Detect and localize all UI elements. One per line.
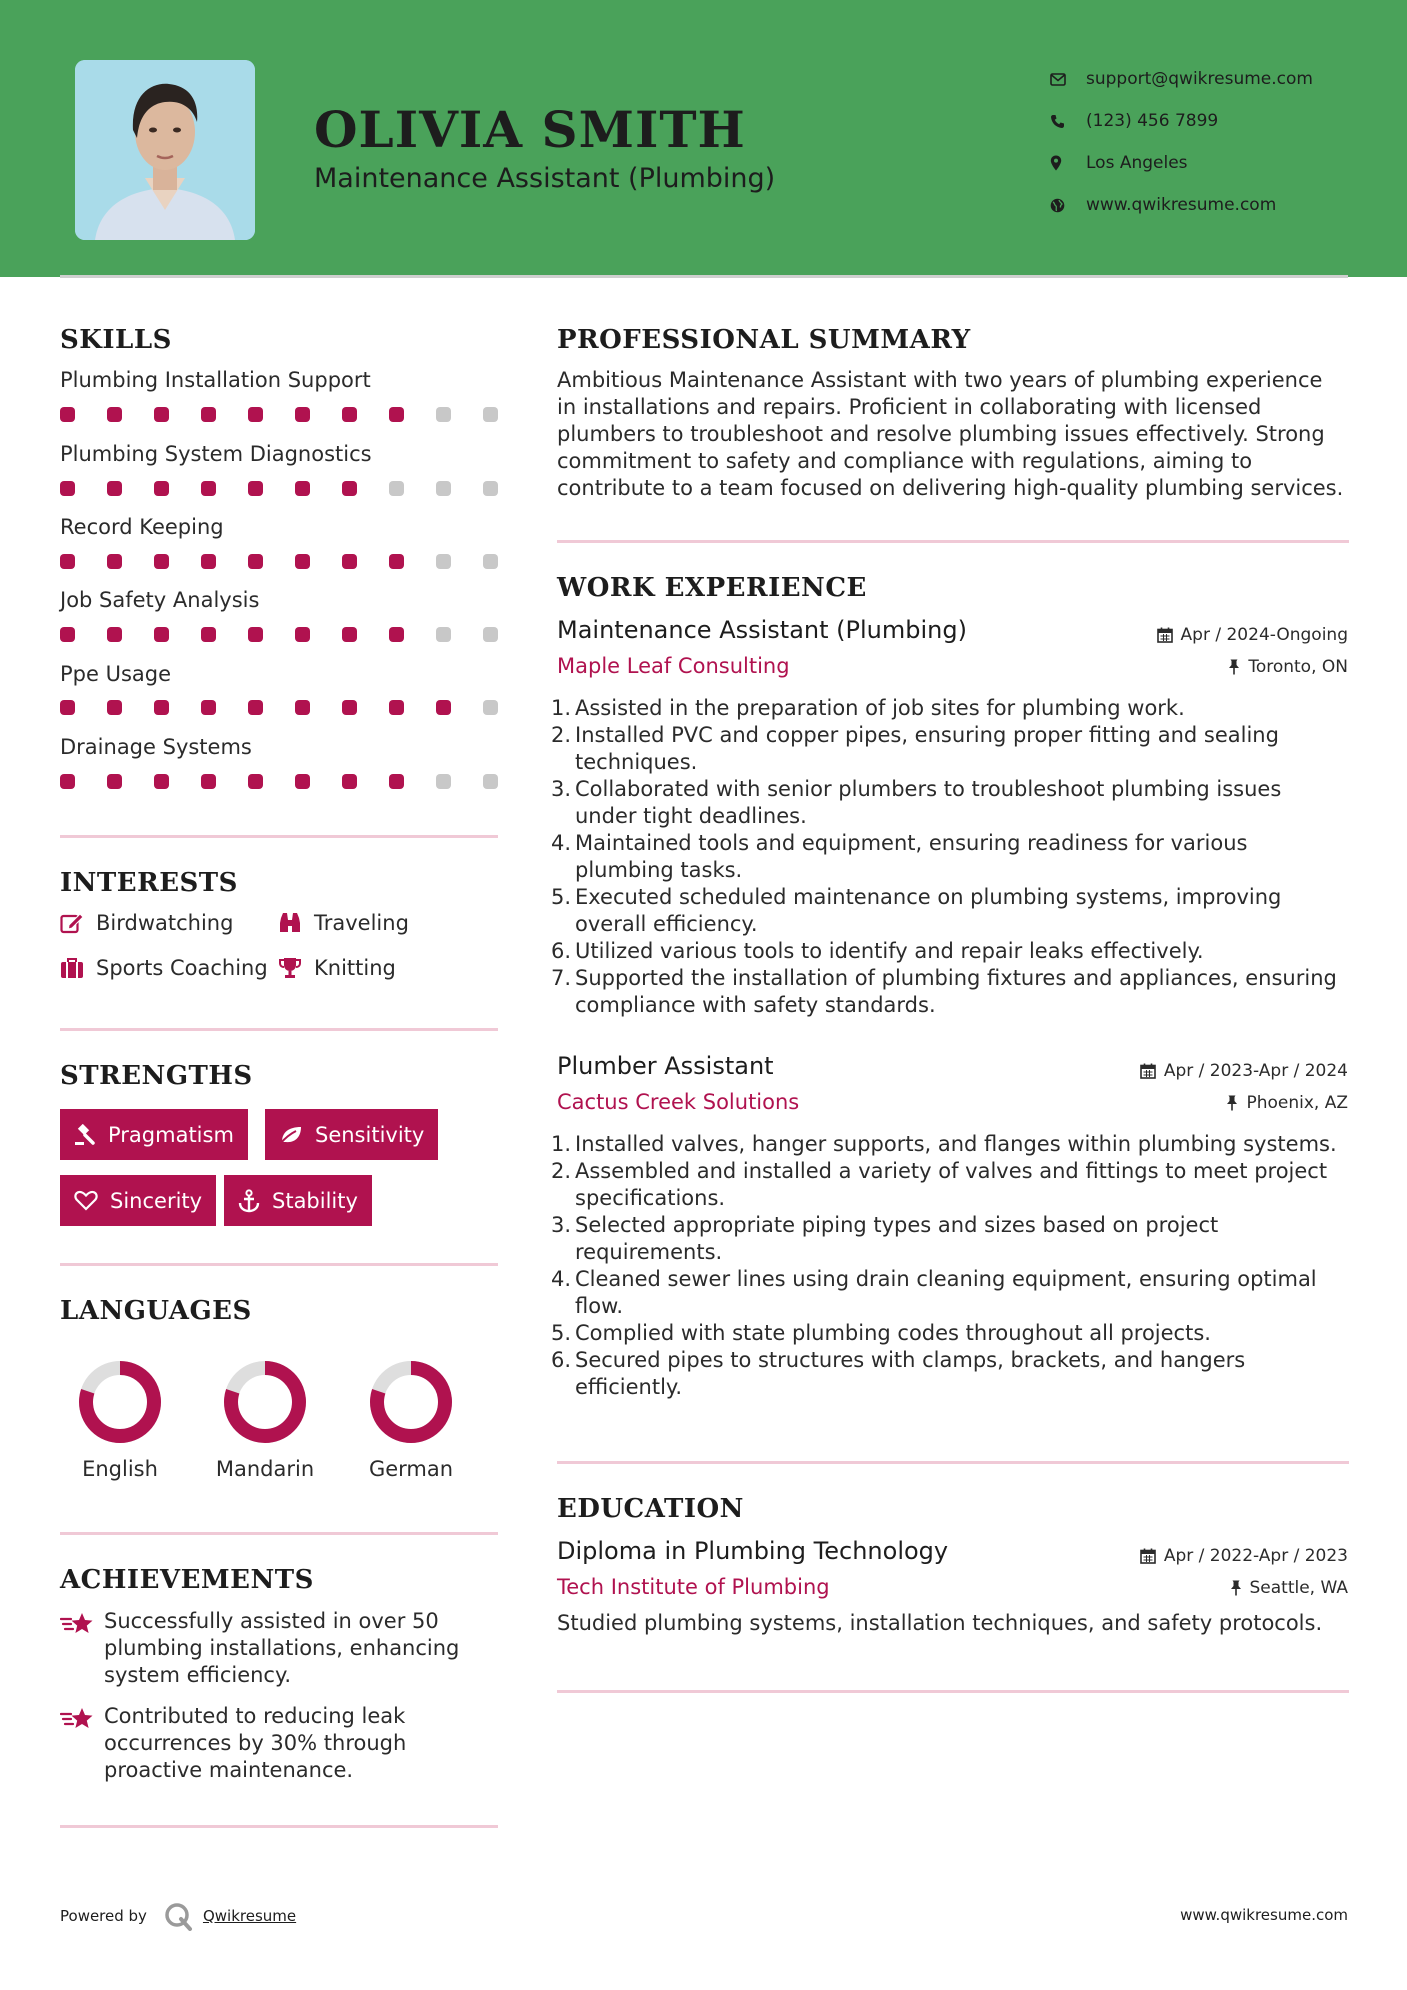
job-location-text: Toronto, ON	[1248, 657, 1348, 677]
skill-dot-empty	[483, 481, 498, 496]
shooting-star-icon	[60, 1608, 104, 1689]
candidate-title: Maintenance Assistant (Plumbing)	[314, 163, 776, 194]
bullet-line: Secured pipes to structures with clamps, brackets, and hangers	[575, 1348, 1246, 1372]
section-divider	[60, 835, 498, 838]
languages-heading: LANGUAGES	[60, 1296, 252, 1326]
skill-dot-filled	[154, 407, 169, 422]
skill-dot-filled	[154, 774, 169, 789]
achievement-line: proactive maintenance.	[104, 1758, 354, 1782]
skill-dot-filled	[295, 700, 310, 715]
bullet-line: Executed scheduled maintenance on plumbing systems, improving	[575, 885, 1282, 909]
bullet-line: compliance with safety standards.	[575, 993, 936, 1017]
skill-dot-filled	[342, 700, 357, 715]
bullet-line: flow.	[575, 1294, 623, 1318]
experience-heading: WORK EXPERIENCE	[557, 573, 867, 603]
skill-rating	[60, 481, 498, 496]
skill-dot-filled	[295, 627, 310, 642]
skill-dot-filled	[342, 554, 357, 569]
skill-dot-filled	[107, 627, 122, 642]
skill-dot-filled	[60, 700, 75, 715]
contact-location	[1050, 142, 1313, 184]
qwikresume-link[interactable]: Qwikresume	[202, 1907, 297, 1925]
strength-label: Stability	[272, 1188, 358, 1213]
language-donut	[75, 1357, 165, 1447]
qwikresume-logo-icon	[163, 1901, 193, 1931]
bullet-item: 3. Collaborated with senior plumbers to troubleshoot plumbing issues under tight deadlines.	[551, 777, 1282, 828]
bullet-line: under tight deadlines.	[575, 804, 807, 828]
summary-heading: PROFESSIONAL SUMMARY	[557, 325, 971, 355]
achievement-line: Successfully assisted in over 50	[104, 1609, 439, 1633]
strength-tag	[60, 1109, 248, 1160]
skill-dot-filled	[60, 554, 75, 569]
language-donut	[220, 1357, 310, 1447]
contact-location-text: Los Angeles	[1086, 153, 1188, 173]
bullet-line: Complied with state plumbing codes throughout all projects.	[575, 1321, 1211, 1345]
header-divider	[60, 275, 1348, 278]
bullet-line: specifications.	[575, 1186, 726, 1210]
bullet-line: Collaborated with senior plumbers to troubleshoot plumbing issues	[575, 777, 1282, 801]
language-donut	[366, 1357, 456, 1447]
achievement-line: occurrences by 30% through	[104, 1731, 407, 1755]
skill-dot-empty	[436, 407, 451, 422]
contact-phone-text: (123) 456 7899	[1086, 111, 1219, 131]
skill-dot-empty	[483, 554, 498, 569]
pushpin-icon	[1226, 1095, 1238, 1111]
skill-rating	[60, 407, 498, 422]
interest-label: Knitting	[314, 956, 396, 980]
language-label: German	[368, 1457, 454, 1481]
calendar-icon	[1140, 1063, 1156, 1079]
profile-photo	[75, 60, 255, 240]
education-heading: EDUCATION	[557, 1494, 744, 1524]
bullet-line: Installed PVC and copper pipes, ensuring proper fitting and sealing	[575, 723, 1279, 747]
contact-list	[1050, 58, 1313, 226]
skill-dot-filled	[60, 407, 75, 422]
skill-dot-empty	[483, 627, 498, 642]
interest-item	[278, 956, 396, 980]
skill-dot-filled	[342, 407, 357, 422]
skill-dot-filled	[154, 700, 169, 715]
interest-label: Sports Coaching	[96, 956, 268, 980]
strength-label: Sincerity	[110, 1188, 203, 1213]
pushpin-icon	[1230, 1580, 1242, 1596]
contact-phone[interactable]	[1050, 100, 1313, 142]
interest-item	[60, 956, 268, 980]
skill-dot-filled	[60, 481, 75, 496]
candidate-name: OLIVIA SMITH	[314, 100, 746, 159]
globe-icon	[1050, 198, 1086, 213]
achievement-item	[60, 1703, 500, 1784]
section-divider	[60, 1825, 498, 1828]
heart-icon	[74, 1190, 98, 1211]
skill-dot-empty	[436, 774, 451, 789]
skill-dot-filled	[60, 627, 75, 642]
job-role: Plumber Assistant	[557, 1052, 774, 1080]
skill-dot-empty	[436, 554, 451, 569]
skill-name: Plumbing System Diagnostics	[60, 442, 372, 466]
strength-tag	[60, 1175, 216, 1226]
skill-rating	[60, 627, 498, 642]
summary-text	[557, 367, 1349, 502]
bullet-item: 1. Assisted in the preparation of job sites for plumbing work.	[551, 696, 1185, 720]
bullet-item: 1. Installed valves, hanger supports, and flanges within plumbing systems.	[551, 1132, 1337, 1156]
strength-tag	[265, 1109, 438, 1160]
skill-dot-filled	[248, 627, 263, 642]
strengths-heading: STRENGTHS	[60, 1061, 253, 1091]
skill-dot-empty	[483, 407, 498, 422]
skill-rating	[60, 774, 498, 789]
bullet-line: Selected appropriate piping types and sizes based on project	[575, 1213, 1219, 1237]
job-location	[1226, 1093, 1348, 1113]
job-location-text: Phoenix, AZ	[1246, 1093, 1348, 1113]
bullet-line: efficiently.	[575, 1375, 683, 1399]
binoculars-icon	[278, 912, 314, 934]
bullet-item: 2. Assembled and installed a variety of valves and fittings to meet project specifications.	[551, 1159, 1328, 1210]
skill-dot-empty	[483, 700, 498, 715]
bullet-line: Utilized various tools to identify and repair leaks effectively.	[575, 939, 1204, 963]
job-location	[1228, 657, 1348, 677]
language-label: English	[82, 1457, 158, 1481]
summary-line: plumbers to troubleshoot and resolve plumbing issues effectively. Strong	[557, 422, 1325, 446]
achievement-line: system efficiency.	[104, 1663, 292, 1687]
skill-dot-filled	[436, 700, 451, 715]
bullet-line: techniques.	[575, 750, 698, 774]
skill-dot-filled	[389, 554, 404, 569]
job-dates-text: Apr / 2024-Ongoing	[1180, 625, 1348, 645]
summary-line: commitment to safety and compliance with regulations, aiming to	[557, 449, 1253, 473]
language-item	[205, 1357, 325, 1481]
strength-label: Sensitivity	[315, 1122, 425, 1147]
bullet-line: Installed valves, hanger supports, and flanges within plumbing systems.	[575, 1132, 1337, 1156]
skill-dot-filled	[248, 554, 263, 569]
achievement-item	[60, 1608, 500, 1689]
pushpin-icon	[1228, 659, 1240, 675]
calendar-icon	[1157, 627, 1173, 643]
bullet-item: 6. Utilized various tools to identify and repair leaks effectively.	[551, 939, 1204, 963]
skill-name: Job Safety Analysis	[60, 588, 260, 612]
achievements-heading: ACHIEVEMENTS	[60, 1565, 314, 1595]
skill-dot-filled	[295, 481, 310, 496]
contact-email[interactable]	[1050, 58, 1313, 100]
bullet-line: Cleaned sewer lines using drain cleaning equipment, ensuring optimal	[575, 1267, 1317, 1291]
skill-dot-filled	[60, 774, 75, 789]
interest-label: Traveling	[314, 911, 409, 935]
strength-label: Pragmatism	[108, 1122, 234, 1147]
skill-dot-filled	[295, 407, 310, 422]
achievement-line: Contributed to reducing leak	[104, 1704, 406, 1728]
skills-heading: SKILLS	[60, 325, 172, 355]
section-divider	[60, 1263, 498, 1266]
shooting-star-icon	[60, 1703, 104, 1784]
skill-dot-filled	[248, 774, 263, 789]
skill-dot-filled	[201, 774, 216, 789]
interest-item	[278, 911, 409, 935]
education-degree: Diploma in Plumbing Technology	[557, 1537, 949, 1565]
bullet-line: Assisted in the preparation of job sites for plumbing work.	[575, 696, 1185, 720]
skill-dot-filled	[154, 627, 169, 642]
education-dates-text: Apr / 2022-Apr / 2023	[1163, 1546, 1348, 1566]
skill-dot-empty	[436, 481, 451, 496]
skill-dot-filled	[389, 700, 404, 715]
bullet-item: 6. Secured pipes to structures with clamps, brackets, and hangers efficiently.	[551, 1348, 1246, 1399]
pencil-square-icon	[60, 912, 96, 934]
strength-tag	[224, 1175, 372, 1226]
bullet-item: 5. Complied with state plumbing codes throughout all projects.	[551, 1321, 1211, 1345]
job-dates-text: Apr / 2023-Apr / 2024	[1163, 1061, 1348, 1081]
skill-dot-filled	[201, 481, 216, 496]
skill-dot-filled	[342, 774, 357, 789]
skill-dot-filled	[201, 554, 216, 569]
achievement-line: plumbing installations, enhancing	[104, 1636, 460, 1660]
skill-dot-empty	[483, 774, 498, 789]
bullet-line: Supported the installation of plumbing fixtures and appliances, ensuring	[575, 966, 1337, 990]
trophy-icon	[278, 957, 314, 979]
leaf-icon	[279, 1125, 303, 1145]
skill-rating	[60, 700, 498, 715]
education-dates	[1140, 1546, 1348, 1566]
skill-dot-filled	[107, 554, 122, 569]
interest-item	[60, 911, 233, 935]
job-bullets	[551, 695, 1349, 1019]
skill-dot-filled	[342, 481, 357, 496]
section-divider	[557, 540, 1349, 543]
bullet-item: 4. Cleaned sewer lines using drain cleaning equipment, ensuring optimal flow.	[551, 1267, 1317, 1318]
bullet-item: 5. Executed scheduled maintenance on plumbing systems, improving overall efficiency.	[551, 885, 1282, 936]
skill-dot-filled	[154, 481, 169, 496]
education-location	[1230, 1578, 1349, 1598]
section-divider	[557, 1690, 1349, 1693]
skill-name: Plumbing Installation Support	[60, 368, 371, 392]
skill-dot-empty	[389, 481, 404, 496]
phone-icon	[1050, 114, 1086, 129]
envelope-icon	[1050, 73, 1086, 86]
summary-line: contribute to a team focused on delivering high-quality plumbing services.	[557, 476, 1344, 500]
contact-website-text: www.qwikresume.com	[1086, 195, 1277, 215]
powered-by-label: Powered by	[60, 1907, 147, 1925]
job-company: Maple Leaf Consulting	[557, 654, 790, 678]
anchor-icon	[238, 1189, 260, 1213]
resume-header	[0, 0, 1407, 277]
job-bullets	[551, 1131, 1349, 1401]
bullet-item: 4. Maintained tools and equipment, ensuring readiness for various plumbing tasks.	[551, 831, 1248, 882]
briefcase-icon	[60, 957, 96, 979]
footer-powered-by	[60, 1901, 296, 1931]
skill-dot-filled	[248, 700, 263, 715]
education-location-text: Seattle, WA	[1249, 1578, 1348, 1598]
job-dates	[1140, 1061, 1348, 1081]
summary-line: in installations and repairs. Proficient in collaborating with licensed	[557, 395, 1262, 419]
summary-line: Ambitious Maintenance Assistant with two years of plumbing experience	[557, 368, 1323, 392]
section-divider	[60, 1028, 498, 1031]
skill-dot-filled	[201, 700, 216, 715]
contact-website[interactable]	[1050, 184, 1313, 226]
bullet-line: overall efficiency.	[575, 912, 758, 936]
skill-dot-filled	[389, 407, 404, 422]
skill-name: Ppe Usage	[60, 662, 172, 686]
language-item	[351, 1357, 471, 1481]
interests-heading: INTERESTS	[60, 868, 238, 898]
section-divider	[60, 1532, 498, 1535]
bullet-line: requirements.	[575, 1240, 723, 1264]
bullet-line: Maintained tools and equipment, ensuring readiness for various	[575, 831, 1248, 855]
bullet-line: plumbing tasks.	[575, 858, 743, 882]
education-description: Studied plumbing systems, installation techniques, and safety protocols.	[557, 1611, 1323, 1635]
skill-dot-filled	[201, 407, 216, 422]
skill-name: Drainage Systems	[60, 735, 252, 759]
skill-dot-filled	[107, 700, 122, 715]
contact-email-text: support@qwikresume.com	[1086, 69, 1313, 89]
skill-dot-filled	[107, 774, 122, 789]
skill-dot-filled	[342, 627, 357, 642]
section-divider	[557, 1461, 1349, 1464]
skill-dot-filled	[389, 627, 404, 642]
job-company: Cactus Creek Solutions	[557, 1090, 800, 1114]
map-pin-icon	[1050, 155, 1086, 171]
bullet-item: 3. Selected appropriate piping types and sizes based on project requirements.	[551, 1213, 1219, 1264]
skill-dot-filled	[248, 407, 263, 422]
calendar-icon	[1140, 1548, 1156, 1564]
gavel-icon	[74, 1124, 96, 1146]
skill-dot-filled	[248, 481, 263, 496]
skill-dot-filled	[389, 774, 404, 789]
skill-dot-filled	[107, 407, 122, 422]
bullet-item: 7. Supported the installation of plumbing fixtures and appliances, ensuring compliance with safety standards.	[551, 966, 1337, 1017]
language-item	[60, 1357, 180, 1481]
skill-dot-filled	[154, 554, 169, 569]
language-label: Mandarin	[215, 1457, 315, 1481]
footer-website[interactable]: www.qwikresume.com	[1180, 1906, 1348, 1924]
education-school: Tech Institute of Plumbing	[557, 1575, 830, 1599]
skill-dot-empty	[436, 627, 451, 642]
bullet-item: 2. Installed PVC and copper pipes, ensuring proper fitting and sealing techniques.	[551, 723, 1279, 774]
skill-rating	[60, 554, 498, 569]
job-role: Maintenance Assistant (Plumbing)	[557, 616, 967, 644]
skill-dot-filled	[295, 774, 310, 789]
skill-dot-filled	[295, 554, 310, 569]
skill-dot-filled	[107, 481, 122, 496]
skill-dot-filled	[201, 627, 216, 642]
job-dates	[1157, 625, 1348, 645]
bullet-line: Assembled and installed a variety of valves and fittings to meet project	[575, 1159, 1328, 1183]
skill-name: Record Keeping	[60, 515, 224, 539]
interest-label: Birdwatching	[96, 911, 234, 935]
